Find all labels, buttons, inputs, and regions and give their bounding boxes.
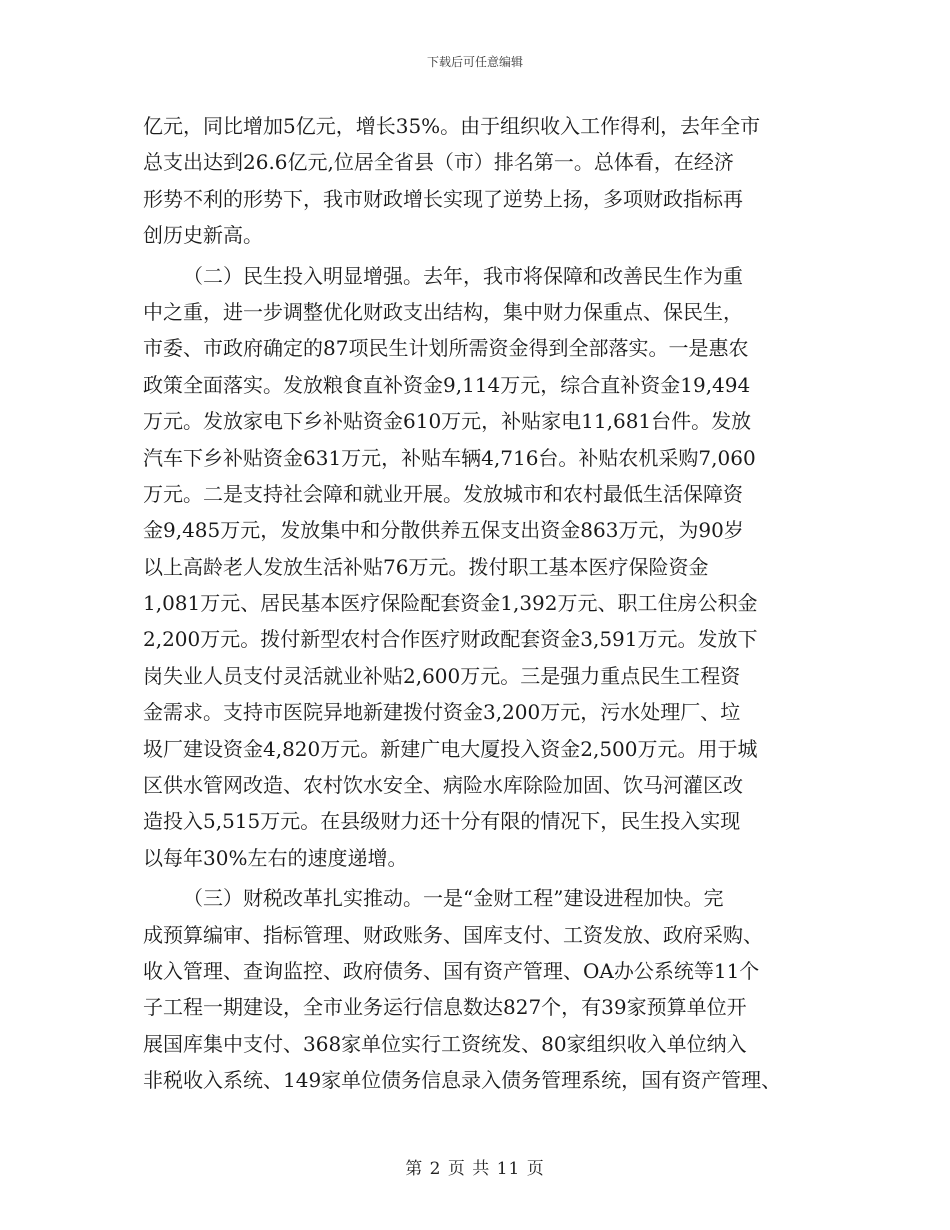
- paragraph-2-line: 汽车下乡补贴资金631万元，补贴车辆4,716台。补贴农机采购7,060: [143, 445, 756, 470]
- page-number-footer: 第 2 页 共 11 页: [405, 1159, 545, 1179]
- paragraph-2-line: 区供水管网改造、农村饮水安全、病险水库除险加固、饮马河灌区改: [143, 773, 743, 798]
- paragraph-2-line: 圾厂建设资金4,820万元。新建广电大厦投入资金2,500万元。用于城: [143, 736, 758, 761]
- paragraph-2-line: 2,200万元。拨付新型农村合作医疗财政配套资金3,591万元。发放下: [143, 627, 758, 652]
- paragraph-2-line: 金9,485万元，发放集中和分散供养五保支出资金863万元，为90岁: [143, 518, 744, 543]
- paragraph-2-line: 中之重，进一步调整优化财政支出结构，集中财力保重点、保民生，: [143, 299, 743, 324]
- page-header: 下载后可任意编辑: [426, 55, 523, 69]
- paragraph-3-line: 成预算编审、指标管理、财政账务、国库支付、工资发放、政府采购、: [143, 922, 763, 947]
- paragraph-3-line: 非税收入系统、149家单位债务信息录入债务管理系统，国有资产管理、: [143, 1068, 782, 1093]
- paragraph-2-line: （二）民生投入明显增强。去年，我市将保障和改善民生作为重: [183, 263, 743, 288]
- paragraph-3-line: （三）财税改革扎实推动。一是“金财工程”建设进程加快。完: [183, 886, 724, 911]
- paragraph-2-line: 政策全面落实。发放粮食直补资金9,114万元，综合直补资金19,494: [143, 372, 751, 397]
- paragraph-2-line: 金需求。支持市医院异地新建拨付资金3,200万元，污水处理厂、垃: [143, 700, 741, 725]
- paragraph-1-line: 形势不利的形势下，我市财政增长实现了逆势上扬，多项财政指标再: [143, 186, 743, 211]
- paragraph-3-line: 展国库集中支付、368家单位实行工资统发、80家组织收入单位纳入: [143, 1031, 747, 1056]
- paragraph-1-line: 创历史新高。: [143, 223, 263, 248]
- paragraph-2-line: 市委、市政府确定的87项民生计划所需资金得到全部落实。一是惠农: [143, 336, 749, 361]
- paragraph-2-line: 万元。二是支持社会障和就业开展。发放城市和农村最低生活保障资: [143, 481, 743, 506]
- paragraph-2-line: 以上高龄老人发放生活补贴76万元。拨付职工基本医疗保险资金: [143, 554, 709, 579]
- paragraph-2-line: 造投入5,515万元。在县级财力还十分有限的情况下，民生投入实现: [143, 809, 741, 834]
- paragraph-3-line: 子工程一期建设，全市业务运行信息数达827个，有39家预算单位开: [143, 995, 747, 1020]
- document-body: [143, 108, 823, 1099]
- paragraph-2-line: 1,081万元、居民基本医疗保险配套资金1,392万元、职工住房公积金: [143, 591, 758, 616]
- paragraph-2-line: 岗失业人员支付灵活就业补贴2,600万元。三是强力重点民生工程资: [143, 663, 741, 688]
- paragraph-2-line: 万元。发放家电下乡补贴资金610万元，补贴家电11,681台件。发放: [143, 409, 752, 434]
- paragraph-2-line: 以每年30%左右的速度递增。: [143, 845, 408, 870]
- paragraph-1-line: 亿元，同比增加5亿元，增长35%。由于组织收入工作得利，去年全市: [143, 114, 761, 138]
- paragraph-3-line: 收入管理、查询监控、政府债务、国有资产管理、OA办公系统等11个: [143, 958, 760, 983]
- paragraph-1-line: 总支出达到26.6亿元,位居全省县（市）排名第一。总体看，在经济: [143, 150, 734, 175]
